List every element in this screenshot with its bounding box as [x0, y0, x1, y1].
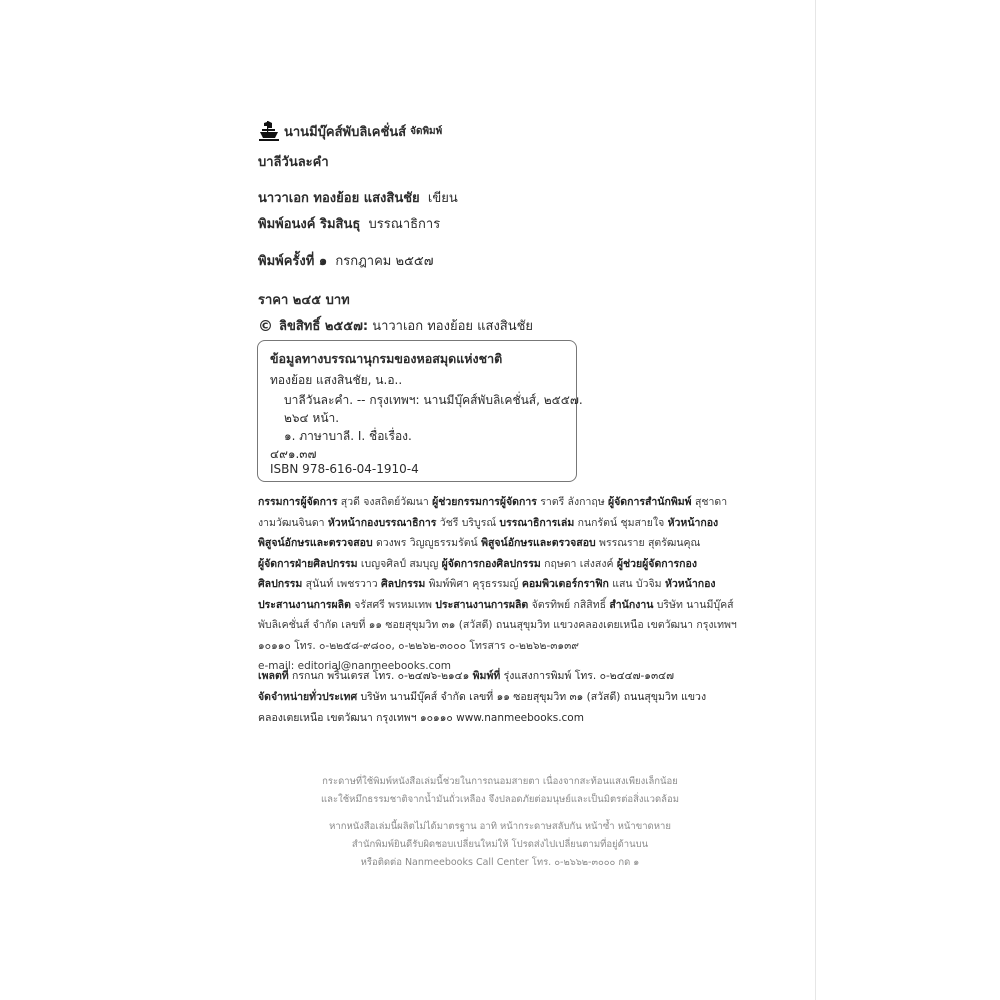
publisher-line	[258, 120, 442, 142]
cip-catalog-box	[257, 340, 583, 482]
credit-line	[258, 554, 720, 575]
author-line	[258, 187, 458, 208]
credit-role: ผู้ช่วยกรรมการผู้จัดการ	[432, 496, 537, 508]
credit-role: หัวหน้ากองบรรณาธิการ	[327, 516, 437, 529]
credit-text: คลองเตยเหนือ เขตวัฒนา กรุงเทพฯ ๑๐๑๑๐ www.nanmeebooks.com	[258, 712, 584, 724]
credit-text: ราตรี ลังกาฤษ	[536, 496, 608, 508]
credit-text: เบญจศิลป์ สมบุญ	[357, 557, 442, 570]
publisher-role: จัดพิมพ์	[410, 125, 443, 137]
credit-role: ศิลปกรรม	[381, 578, 426, 590]
credit-text: งามวัฒนจินดา	[258, 516, 328, 529]
editor-role: บรรณาธิการ	[368, 217, 441, 232]
cip-line: ทองย้อย แสงสินชัย, น.อ..	[270, 373, 403, 387]
credit-text: กรกนก พริ้นเตรส โทร. ๐-๒๔๗๖-๒๑๔๑	[288, 670, 473, 682]
credit-line	[258, 513, 720, 534]
credit-text: สุนันท์ เพชรวาว	[302, 578, 381, 590]
credit-text: พับลิเคชั่นส์ จำกัด เลขที่ ๑๑ ซอยสุขุมวิท ๓๑ (สวัสดี) ถนนสุขุมวิท แขวงคลองเตยเหนือ เขตวัฒนา กรุงเทพฯ	[258, 619, 737, 631]
printing-info	[258, 666, 728, 729]
credit-text: ดวงพร วิญญูธรรมรัตน์	[372, 537, 482, 549]
credit-role: ผู้จัดการฝ่ายศิลปกรรม	[258, 557, 358, 570]
credit-text: แสน บัวจิม	[608, 578, 665, 590]
publisher-name: นานมีบุ๊คส์พับลิเคชั่นส์	[284, 124, 407, 140]
credit-text: จรัสศรี พรหมเทพ	[350, 598, 436, 611]
editor-name: พิมพ์อนงค์ ริมสินธุ	[258, 217, 361, 232]
credit-text: ๑๐๑๑๐ โทร. ๐-๒๒๕๘-๙๘๐๐, ๐-๒๒๖๒-๓๐๐๐ โทรสาร ๐-๒๒๖๒-๓๑๓๙	[258, 639, 579, 652]
ship-logo-icon	[258, 120, 280, 142]
credit-role: หัวหน้ากอง	[667, 516, 719, 529]
credit-text: บริษัท นานมีบุ๊คส์	[653, 598, 734, 611]
cip-classification: ๔๙๑.๓๗	[270, 447, 317, 461]
paper-and-defect-notes	[260, 773, 740, 872]
credit-role: กรรมการผู้จัดการ	[258, 496, 338, 508]
note-spacer	[260, 809, 740, 818]
credit-role: ศิลปกรรม	[258, 578, 303, 590]
note-line: สำนักพิมพ์ยินดีรับผิดชอบเปลี่ยนใหม่ให้ โปรดส่งไปเปลี่ยนตามที่อยู่ด้านบน	[351, 839, 649, 850]
credit-text: วัชรี บริบูรณ์	[436, 516, 500, 529]
credit-text: กนกรัตน์ ชุมสายใจ	[574, 516, 668, 529]
note-line: และใช้หมึกธรรมชาติจากน้ำมันถั่วเหลือง จึงปลอดภัยต่อมนุษย์และเป็นมิตรต่อสิ่งแวดล้อม	[321, 794, 679, 805]
credit-role: พิสูจน์อักษรและตรวจสอบ	[481, 537, 596, 549]
credit-role: เพลตที่	[258, 670, 289, 682]
edition-date: กรกฎาคม ๒๕๕๗	[335, 254, 434, 269]
copyright-line	[258, 315, 533, 336]
copyright-holder: นาวาเอก ทองย้อย แสงสินชัย	[372, 319, 534, 334]
credit-role: บรรณาธิการเล่ม	[499, 516, 575, 529]
credit-line	[258, 492, 728, 513]
credit-role: ประสานงานการผลิต	[258, 598, 351, 611]
note-line: หรือติดต่อ Nanmeebooks Call Center โทร. ๐-๒๖๖๒-๓๐๐๐ กด ๑	[360, 857, 640, 868]
credit-line	[258, 636, 720, 657]
credit-role: จัดจำหน่ายทั่วประเทศ	[258, 691, 358, 703]
credit-text: สุวดี จงสถิตย์วัฒนา	[337, 496, 433, 508]
credit-role: พิสูจน์อักษรและตรวจสอบ	[258, 537, 373, 549]
credit-line	[258, 533, 720, 554]
author-name: นาวาเอก ทองย้อย แสงสินชัย	[258, 191, 420, 206]
credit-text: สุชาดา	[691, 496, 728, 508]
credit-role: ประสานงานการผลิต	[435, 598, 529, 611]
credit-text: บริษัท นานมีบุ๊คส์ จำกัด เลขที่ ๑๑ ซอยสุขุมวิท ๓๑ (สวัสดี) ถนนสุขุมวิท แขวง	[357, 691, 707, 703]
credit-text: พรรณราย สุตรัฒนคุณ	[595, 537, 701, 549]
credit-text: รุ่งแสงการพิมพ์ โทร. ๐-๒๔๔๗-๑๓๔๗	[500, 670, 674, 682]
author-role: เขียน	[427, 191, 458, 206]
editor-line	[258, 213, 440, 234]
credit-role: ผู้จัดการสำนักพิมพ์	[607, 496, 692, 508]
credit-text: พิมพ์พิศา คุรุธรรมญ์	[425, 578, 522, 590]
copyright-symbol: ©	[258, 316, 273, 335]
credit-text: e-mail: editorial@nanmeebooks.com	[258, 660, 452, 672]
credit-line	[258, 574, 720, 595]
printing-line	[258, 687, 728, 708]
staff-credits	[258, 492, 737, 677]
credit-role: สำนักงาน	[609, 598, 654, 611]
book-title: บาลีวันละคำ	[258, 155, 329, 170]
note-line: กระดาษที่ใช้พิมพ์หนังสือเล่มนี้ช่วยในการถนอมสายตา เนื่องจากสะท้อนแสงเพียงเล็กน้อย	[322, 776, 678, 787]
credit-line	[258, 595, 734, 616]
note-line: หากหนังสือเล่มนี้ผลิตไม่ได้มาตรฐาน อาทิ หน้ากระดาษสลับกัน หน้าซ้ำ หน้าขาดหาย	[329, 821, 671, 832]
cip-isbn: ISBN 978-616-04-1910-4	[270, 462, 419, 476]
edition-label: พิมพ์ครั้งที่ ๑	[258, 254, 328, 269]
printing-line	[258, 666, 728, 687]
page-edge-line	[815, 0, 816, 1000]
credit-text: กฤษดา เส่งสงค์	[540, 557, 617, 570]
cip-line: ๒๖๔ หน้า.	[284, 411, 340, 425]
credit-line	[258, 615, 737, 636]
edition-line	[258, 250, 434, 271]
credit-role: พิมพ์ที่	[472, 670, 501, 682]
copyright-label: ลิขสิทธิ์ ๒๕๕๗:	[279, 319, 369, 334]
cip-line: ๑. ภาษาบาลี. I. ชื่อเรื่อง.	[284, 429, 412, 443]
credit-role: หัวหน้ากอง	[664, 578, 716, 590]
price-line: ราคา ๒๔๕ บาท	[258, 293, 350, 308]
credit-role: ผู้ช่วยผู้จัดการกอง	[616, 557, 697, 570]
printing-line	[258, 708, 728, 729]
credit-role: ผู้จัดการกองศิลปกรรม	[441, 557, 541, 570]
credit-text: จัตรทิพย์ กสิสิทธิ์	[528, 598, 610, 611]
credit-role: คอมพิวเตอร์กราฟิก	[521, 578, 609, 590]
cip-heading: ข้อมูลทางบรรณานุกรมของหอสมุดแห่งชาติ	[270, 351, 503, 366]
cip-line: บาลีวันละคำ. -- กรุงเทพฯ: นานมีบุ๊คส์พับลิเคชั่นส์, ๒๕๕๗.	[284, 393, 583, 407]
